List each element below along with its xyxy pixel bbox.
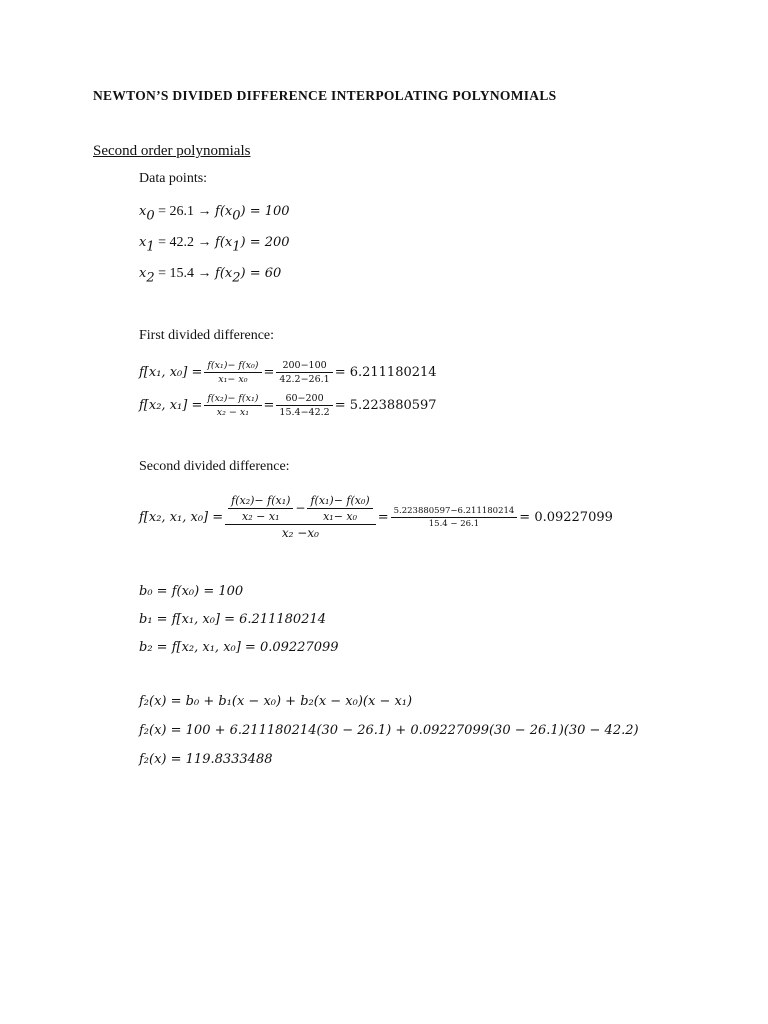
second-dd-label: Second divided difference:	[139, 459, 290, 474]
first-dd-label: First divided difference:	[139, 328, 275, 343]
first-dd-row-1: f[x₁, x₀] = $\frac{\text{f(x₁)− f(x₀)}}{\text{x₁− x₀}}$ = $\frac{200-100}{42.2-26.1}$ = 6.211180214	[139, 360, 437, 385]
data-point-2: $x_2 = 15.4 \to f(x_2) = 60$	[139, 266, 282, 286]
data-points-label: Data points:	[139, 171, 208, 186]
polynomial-general: f₂(x) = b₀ + b₁(x − x₀) + b₂(x − x₀)(x − x₁)	[139, 694, 413, 709]
coefficient-b2: b₂ = f[x₂, x₁, x₀] = 0.09227099	[139, 640, 339, 655]
section-heading: Second order polynomials	[93, 143, 251, 159]
polynomial-substituted: f₂(x) = 100 + 6.211180214(30 − 26.1) + 0.09227099(30 − 26.1)(30 − 42.2)	[139, 723, 639, 738]
data-point-1: $x_1 = 42.2 \to f(x_1) = 200$	[139, 235, 290, 255]
coefficient-b1: b₁ = f[x₁, x₀] = 6.211180214	[139, 612, 326, 627]
data-point-0: $x_0 = 26.1 \to f(x_0) = 100$	[139, 204, 290, 224]
second-dd-equation: f[x₂, x₁, x₀] = $\frac{\text{f(x₂)− f(x₁)}}{\text{x₂ − x₁}}$ − $\frac{\text{f(x₁)− f(x₀)}}{\text{x₁− x₀}}$ x₂ −x₀ = $\frac{5.223880597-6.211180214}{15.4 - 26.1}$ = 0.09227099	[139, 494, 613, 540]
coefficient-b0: b₀ = f(x₀) = 100	[139, 584, 244, 599]
polynomial-result: f₂(x) = 119.8333488	[139, 752, 273, 767]
first-dd-row-2: f[x₂, x₁] = $\frac{\text{f(x₂)− f(x₁)}}{\text{x₂ − x₁}}$ = $\frac{60-200}{15.4-42.2}$ = 5.223880597	[139, 393, 437, 418]
page-title: NEWTON’S DIVIDED DIFFERENCE INTERPOLATING POLYNOMIALS	[93, 88, 557, 103]
